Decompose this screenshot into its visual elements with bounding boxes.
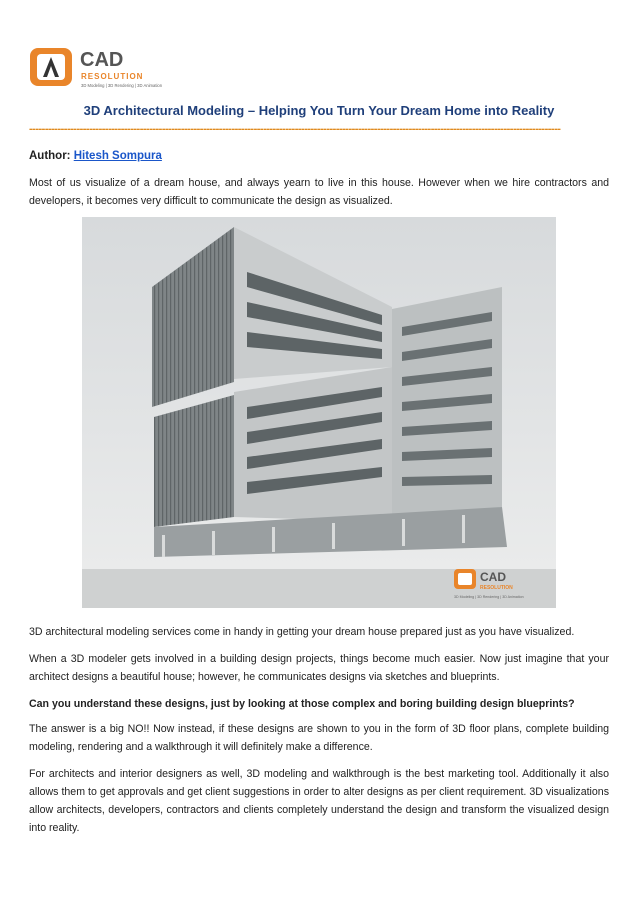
building-rendering-image	[82, 217, 556, 608]
title-divider: ------------------------------------------------------------------------------------------------------------------------------------------------------------------------	[29, 123, 561, 135]
paragraph-question: Can you understand these designs, just by looking at those complex and boring building design blueprints?	[29, 698, 575, 710]
author-label: Author:	[29, 150, 71, 162]
paragraph-5: The answer is a big NO!! Now instead, if these designs are shown to you in the form of 3D floor plans, complete building modeling, rendering and a walkthrough it will definitely make a difference.	[29, 723, 609, 753]
cad-resolution-logo	[30, 46, 180, 90]
logo-brand-top: CAD	[80, 49, 124, 71]
watermark-tagline: 3D Modeling | 3D Rendering | 3D Animation	[454, 595, 524, 599]
paragraph-2: 3D architectural modeling services come in handy in getting your dream house prepared just as you have visualized.	[29, 626, 575, 638]
watermark-brand-bottom: RESOLUTION	[480, 585, 513, 591]
paragraph-intro: Most of us visualize of a dream house, and always yearn to live in this house. However when we hire contractors and developers, it becomes very difficult to communicate the design as visualized.	[29, 177, 609, 207]
paragraph-3: When a 3D modeler gets involved in a building design projects, things become much easier. Now just imagine that your architect designs a beautiful house; however, he communicates designs via sketches and blueprints.	[29, 653, 609, 683]
author-line	[29, 150, 162, 162]
author-name-link[interactable]: Hitesh Sompura	[73, 150, 162, 162]
paragraph-6: For architects and interior designers as well, 3D modeling and walkthrough is the best marketing tool. Additionally it also allows them to get approvals and get client suggestions in order to alter designs as per client requirement. 3D visualizations allow architects, developers, contractors and clients completely understand the design and transform the visualized design into reality.	[29, 768, 609, 834]
watermark-brand-top: CAD	[480, 570, 506, 584]
page-title: 3D Architectural Modeling – Helping You Turn Your Dream Home into Reality	[83, 103, 555, 118]
logo-brand-bottom: RESOLUTION	[81, 72, 144, 81]
logo-tagline: 3D Modeling | 3D Rendering | 3D Animation	[81, 83, 163, 88]
